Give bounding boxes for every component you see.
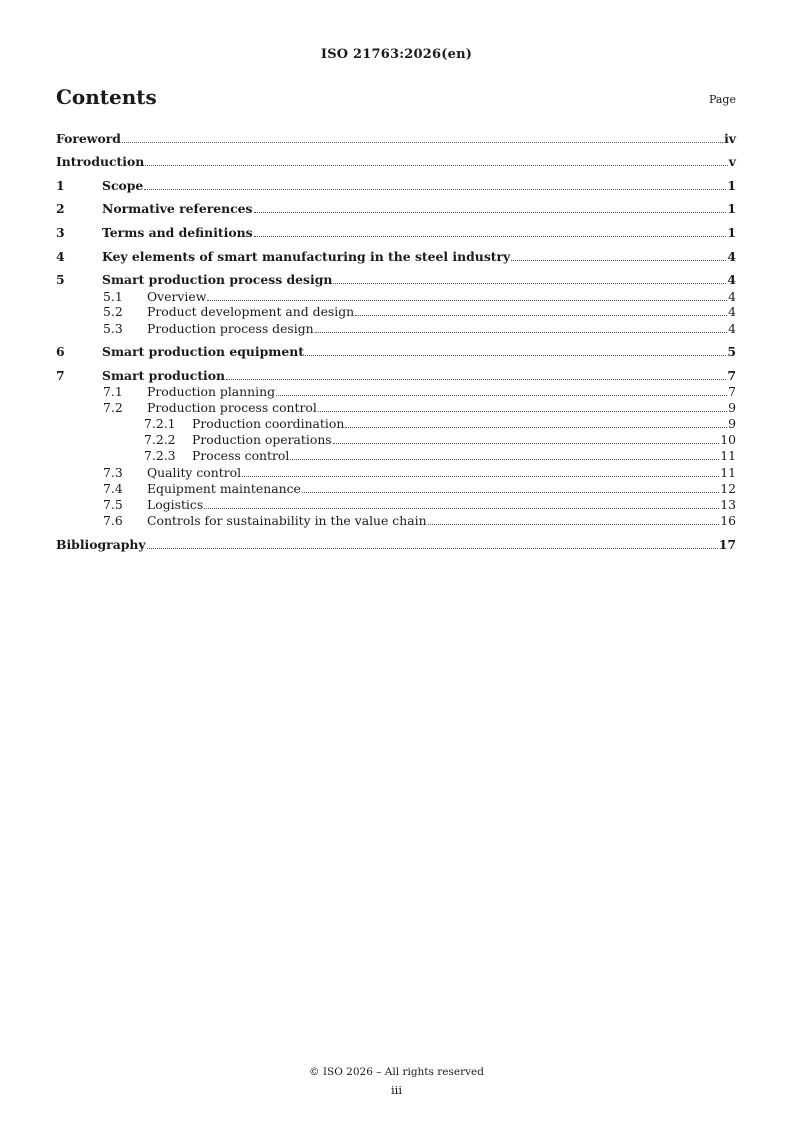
toc-dot-leader [511,259,726,261]
toc-entry[interactable] [56,400,736,416]
toc-entry-page: 11 [720,465,736,480]
toc-entry[interactable] [56,344,736,360]
toc-entry-title: Smart production equipment [102,344,304,359]
toc-entry-number: 2 [56,201,65,216]
toc-entry-page: 16 [720,513,736,528]
toc-dot-leader [144,188,726,190]
toc-entry-number: 7.2 [103,400,123,415]
toc-entry-title: Overview [147,289,207,304]
toc-entry-title: Logistics [147,497,204,512]
toc-entry-number: 7.2.3 [144,448,176,463]
toc-entry-title: Scope [102,178,144,193]
toc-entry-title: Bibliography [56,537,146,552]
toc-entry[interactable] [56,321,736,337]
toc-entry-title: Smart production process design [102,272,333,287]
toc-entry-title: Production planning [147,384,276,399]
toc-entry[interactable] [56,178,736,194]
toc-entry-number: 7.3 [103,465,123,480]
toc-entry-title: Product development and design [147,304,355,319]
toc-entry[interactable] [56,272,736,288]
toc-dot-leader [145,164,728,166]
toc-dot-leader [355,314,727,316]
toc-entry[interactable] [56,416,736,432]
toc-entry-title: Production process control [147,400,317,415]
contents-title: Contents [56,85,157,109]
toc-entry-title: Production process design [147,321,314,336]
toc-entry-page: 1 [727,178,736,193]
toc-entry[interactable] [56,432,736,448]
toc-entry-number: 7.6 [103,513,123,528]
toc-entry-number: 7.2.1 [144,416,176,431]
toc-entry[interactable] [56,289,736,305]
toc-entry[interactable] [56,537,736,553]
toc-entry-page: 4 [727,272,736,287]
toc-entry[interactable] [56,131,736,147]
toc-dot-leader [226,378,726,380]
toc-entry-page: 12 [720,481,736,496]
toc-entry-title: Production coordination [192,416,345,431]
toc-entry-page: 4 [728,289,736,304]
toc-dot-leader [305,354,726,356]
toc-entry-page: 11 [720,448,736,463]
toc-dot-leader [290,458,719,460]
page-column-label: Page [708,93,736,106]
toc-entry-page: 1 [727,225,736,240]
toc-entry-page: 17 [718,537,736,552]
toc-entry[interactable] [56,249,736,265]
toc-entry[interactable] [56,201,736,217]
toc-entry[interactable] [56,225,736,241]
toc-entry-title: Terms and definitions [102,225,253,240]
toc-entry-number: 5.3 [103,321,123,336]
toc-dot-leader [345,426,727,428]
toc-dot-leader [333,282,726,284]
toc-entry[interactable] [56,513,736,529]
toc-entry-title: Smart production [102,368,226,383]
toc-entry-number: 7 [56,368,65,383]
toc-entry-page: 9 [728,416,736,431]
toc-entry-page: 9 [728,400,736,415]
toc-entry-title: Introduction [56,154,145,169]
toc-dot-leader [254,211,727,213]
toc-dot-leader [147,547,718,549]
toc-entry-title: Foreword [56,131,121,146]
toc-entry-page: 7 [728,384,736,399]
toc-entry-title: Quality control [147,465,242,480]
toc-dot-leader [333,442,720,444]
toc-entry-title: Controls for sustainability in the value chain [147,513,427,528]
toc-entry[interactable] [56,304,736,320]
toc-entry[interactable] [56,384,736,400]
toc-dot-leader [242,475,719,477]
copyright-notice: © ISO 2026 – All rights reserved [309,1066,484,1078]
toc-entry-title: Key elements of smart manufacturing in the steel industry [102,249,511,264]
toc-entry[interactable] [56,481,736,497]
document-id: ISO 21763:2026(en) [320,47,473,62]
toc-entry[interactable] [56,154,736,170]
toc-dot-leader [122,141,723,143]
toc-entry-page: 1 [727,201,736,216]
toc-entry-number: 4 [56,249,65,264]
toc-entry-page: 13 [720,497,736,512]
toc-entry-number: 3 [56,225,65,240]
toc-entry-title: Production operations [192,432,332,447]
toc-entry-page: 4 [727,249,736,264]
toc-entry-number: 5.1 [103,289,123,304]
toc-entry-page: 5 [727,344,736,359]
toc-entry-page: 4 [728,321,736,336]
toc-entry-number: 7.1 [103,384,123,399]
toc-dot-leader [428,523,720,525]
toc-entry-title: Normative references [102,201,253,216]
toc-entry-title: Process control [192,448,290,463]
toc-dot-leader [318,410,727,412]
page-number: iii [390,1083,403,1097]
toc-entry-page: 4 [728,304,736,319]
toc-entry-number: 7.5 [103,497,123,512]
toc-entry-page: iv [724,131,736,146]
toc-entry-title: Equipment maintenance [147,481,301,496]
toc-dot-leader [207,299,727,301]
toc-entry-page: 7 [727,368,736,383]
toc-dot-leader [315,331,727,333]
toc-entry-number: 5 [56,272,65,287]
toc-entry[interactable] [56,368,736,384]
toc-entry[interactable] [56,448,736,464]
toc-entry-number: 7.4 [103,481,123,496]
toc-entry-number: 5.2 [103,304,123,319]
toc-entry-number: 7.2.2 [144,432,176,447]
toc-entry-number: 1 [56,178,65,193]
toc-entry-page: v [728,154,736,169]
toc-entry[interactable] [56,465,736,481]
toc-entry-page: 10 [720,432,736,447]
toc-dot-leader [204,507,719,509]
toc-dot-leader [254,235,727,237]
toc-entry[interactable] [56,497,736,513]
toc-entry-number: 6 [56,344,65,359]
toc-dot-leader [302,491,719,493]
toc-dot-leader [276,394,727,396]
